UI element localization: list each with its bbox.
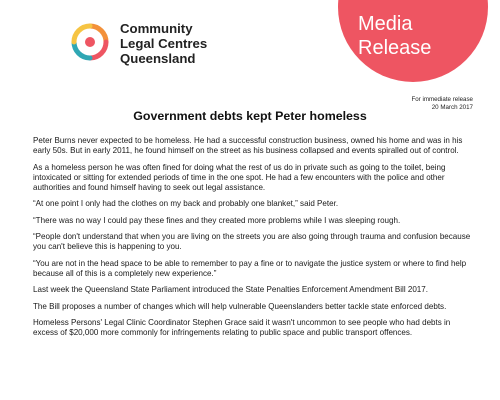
paragraph: Homeless Persons' Legal Clinic Coordinator Stephen Grace said it wasn't uncommon to see people who had debts in excess of $20,000 more commonly for infringements relating to public space and public transport offences. xyxy=(33,318,451,338)
org-name-line: Legal Centres xyxy=(120,36,208,51)
clcq-logo-mark-icon xyxy=(70,22,110,62)
paragraph: As a homeless person he was often fined for doing what the rest of us do in private such as going to the toilet, being intoxicated or sitting for extended periods of time in the one spot. He had a few encounters with the police and other authorities and found himself having to seek out legal assistance. xyxy=(33,162,446,192)
release-type: For immediate release xyxy=(411,96,473,103)
article-body xyxy=(33,136,473,345)
clcq-logo xyxy=(70,18,230,70)
media-release-badge-text xyxy=(358,12,431,60)
badge-line: Release xyxy=(358,37,432,59)
quote-paragraph: “People don't understand that when you are living on the streets you are also going through trauma and confusion because you can't believe this is happening to you. xyxy=(33,232,471,252)
badge-line: Media xyxy=(358,13,413,35)
paragraph: Peter Burns never expected to be homeless. He had a successful construction business, owned his home and was in his early 50s. But in early 2011, he found himself on the street as his business collapsed and events spiralled out of control. xyxy=(33,136,463,156)
release-date: 20 March 2017 xyxy=(431,103,473,111)
paragraph: The Bill proposes a number of changes which will help vulnerable Queenslanders better tackle state enforced debts. xyxy=(33,301,447,311)
org-name-line: Queensland xyxy=(120,51,196,66)
quote-paragraph: “There was no way I could pay these fines and they created more problems while I was sleeping rough. xyxy=(33,215,401,225)
org-name-line: Community xyxy=(120,21,193,36)
quote-paragraph: “You are not in the head space to be able to remember to pay a fine or to navigate the justice system or where to find help because all of this is a completely new experience.” xyxy=(33,258,467,278)
quote-paragraph: “At one point I only had the clothes on my back and probably one blanket,” said Peter. xyxy=(33,199,339,209)
article-title: Government debts kept Peter homeless xyxy=(133,109,367,123)
org-name xyxy=(120,21,207,66)
paragraph: Last week the Queensland State Parliament introduced the State Penalties Enforcement Amendment Bill 2017. xyxy=(33,285,428,295)
